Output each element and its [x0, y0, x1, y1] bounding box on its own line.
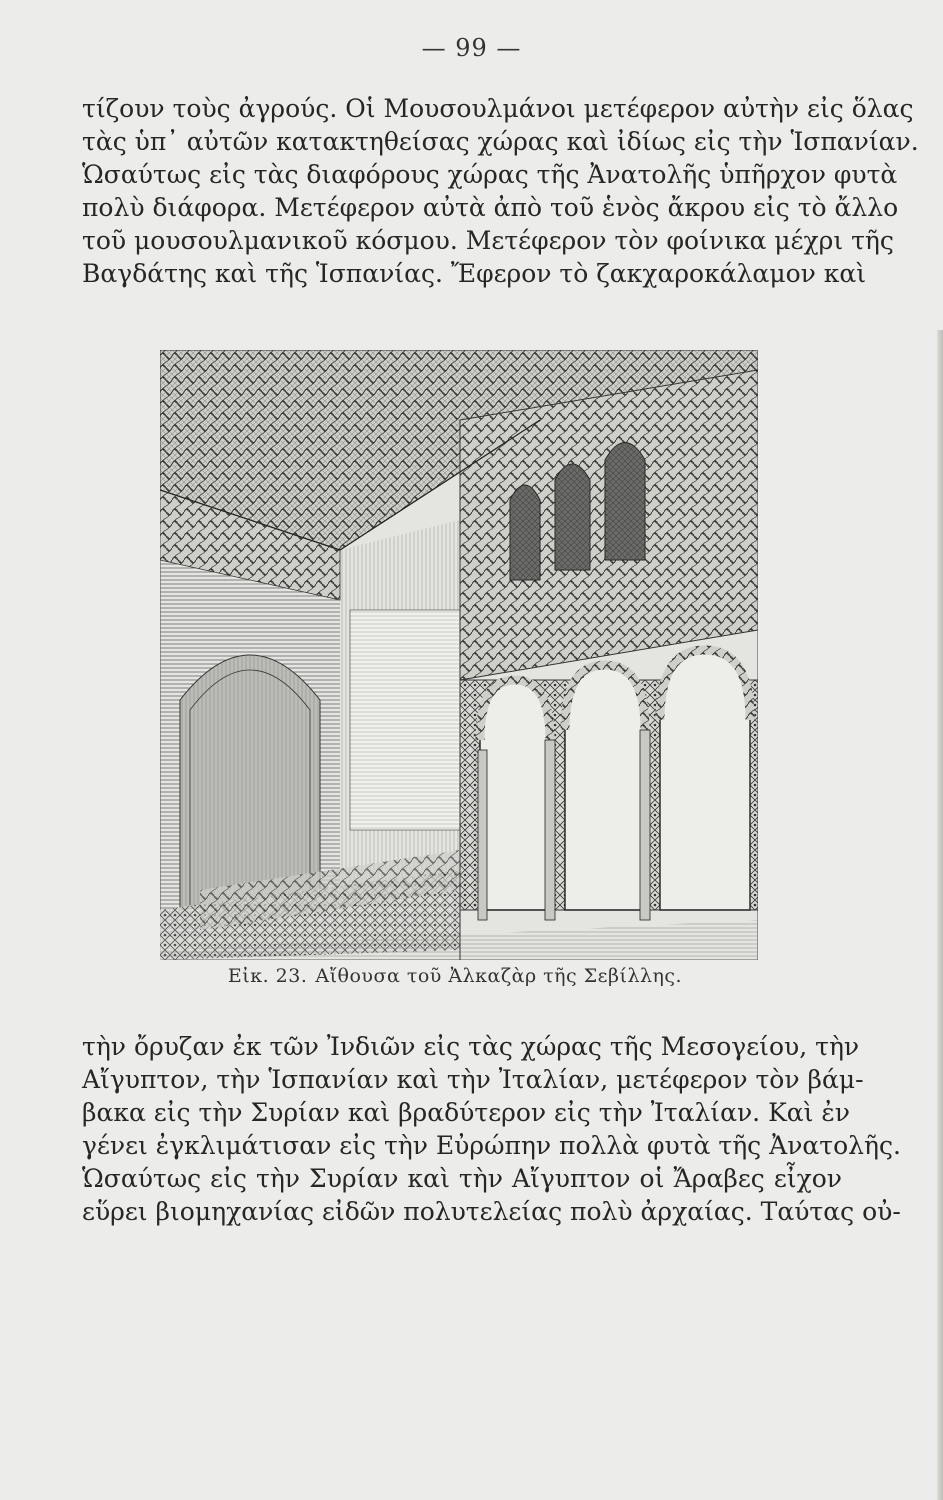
- page-edge-shadow: [937, 330, 943, 1500]
- text-line: εὕρει βιομηχανίας εἰδῶν πολυτελείας πολὺ ἀρχαίας. Ταύτας οὐ-: [82, 1197, 901, 1226]
- text-line: βακα εἰς τὴν Συρίαν καὶ βραδύτερον εἰς τὴν Ἰταλίαν. Καὶ ἐν: [82, 1098, 850, 1127]
- bottom-paragraph: [82, 1030, 901, 1228]
- page-number: — 99 —: [421, 34, 522, 62]
- text-line: τὰς ὑπ᾽ αὐτῶν κατακτηθείσας χώρας καὶ ἰδίως εἰς τὴν Ἱσπανίαν.: [82, 127, 919, 156]
- text-line: Ὡσαύτως εἰς τὴν Συρίαν καὶ τὴν Αἴγυπτον οἱ Ἄραβες εἶχον: [82, 1164, 842, 1193]
- figure-illustration: [160, 350, 758, 960]
- figure-title: Αἴθουσα τοῦ Ἀλκαζὰρ τῆς Σεβίλλης.: [315, 965, 683, 987]
- text-line: πολὺ διάφορα. Μετέφερον αὐτὰ ἀπὸ τοῦ ἑνὸς ἄκρου εἰς τὸ ἄλλο: [82, 193, 899, 222]
- alcazar-hall-engraving: [160, 350, 758, 960]
- figure-label: Εἰκ. 23.: [227, 965, 308, 987]
- text-line: τίζουν τοὺς ἀγρούς. Οἱ Μουσουλμάνοι μετέφερον αὐτὴν εἰς ὅλας: [82, 94, 914, 123]
- figure-caption: [160, 965, 758, 987]
- text-line: γένει ἐγκλιμάτισαν εἰς τὴν Εὐρώπην πολλὰ φυτὰ τῆς Ἀνατολῆς.: [82, 1131, 901, 1160]
- text-line: Ὡσαύτως εἰς τὰς διαφόρους χώρας τῆς Ἀνατολῆς ὑπῆρχον φυτὰ: [82, 160, 898, 189]
- top-paragraph: [82, 92, 919, 290]
- text-line: Αἴγυπτον, τὴν Ἱσπανίαν καὶ τὴν Ἰταλίαν, μετέφερον τὸν βάμ-: [82, 1065, 864, 1094]
- text-line: τὴν ὄρυζαν ἐκ τῶν Ἰνδιῶν εἰς τὰς χώρας τῆς Μεσογείου, τὴν: [82, 1032, 860, 1061]
- text-line: Βαγδάτης καὶ τῆς Ἱσπανίας. Ἔφερον τὸ ζακχαροκάλαμον καὶ: [82, 259, 867, 288]
- text-line: τοῦ μουσουλμανικοῦ κόσμου. Μετέφερον τὸν φοίνικα μέχρι τῆς: [82, 226, 894, 255]
